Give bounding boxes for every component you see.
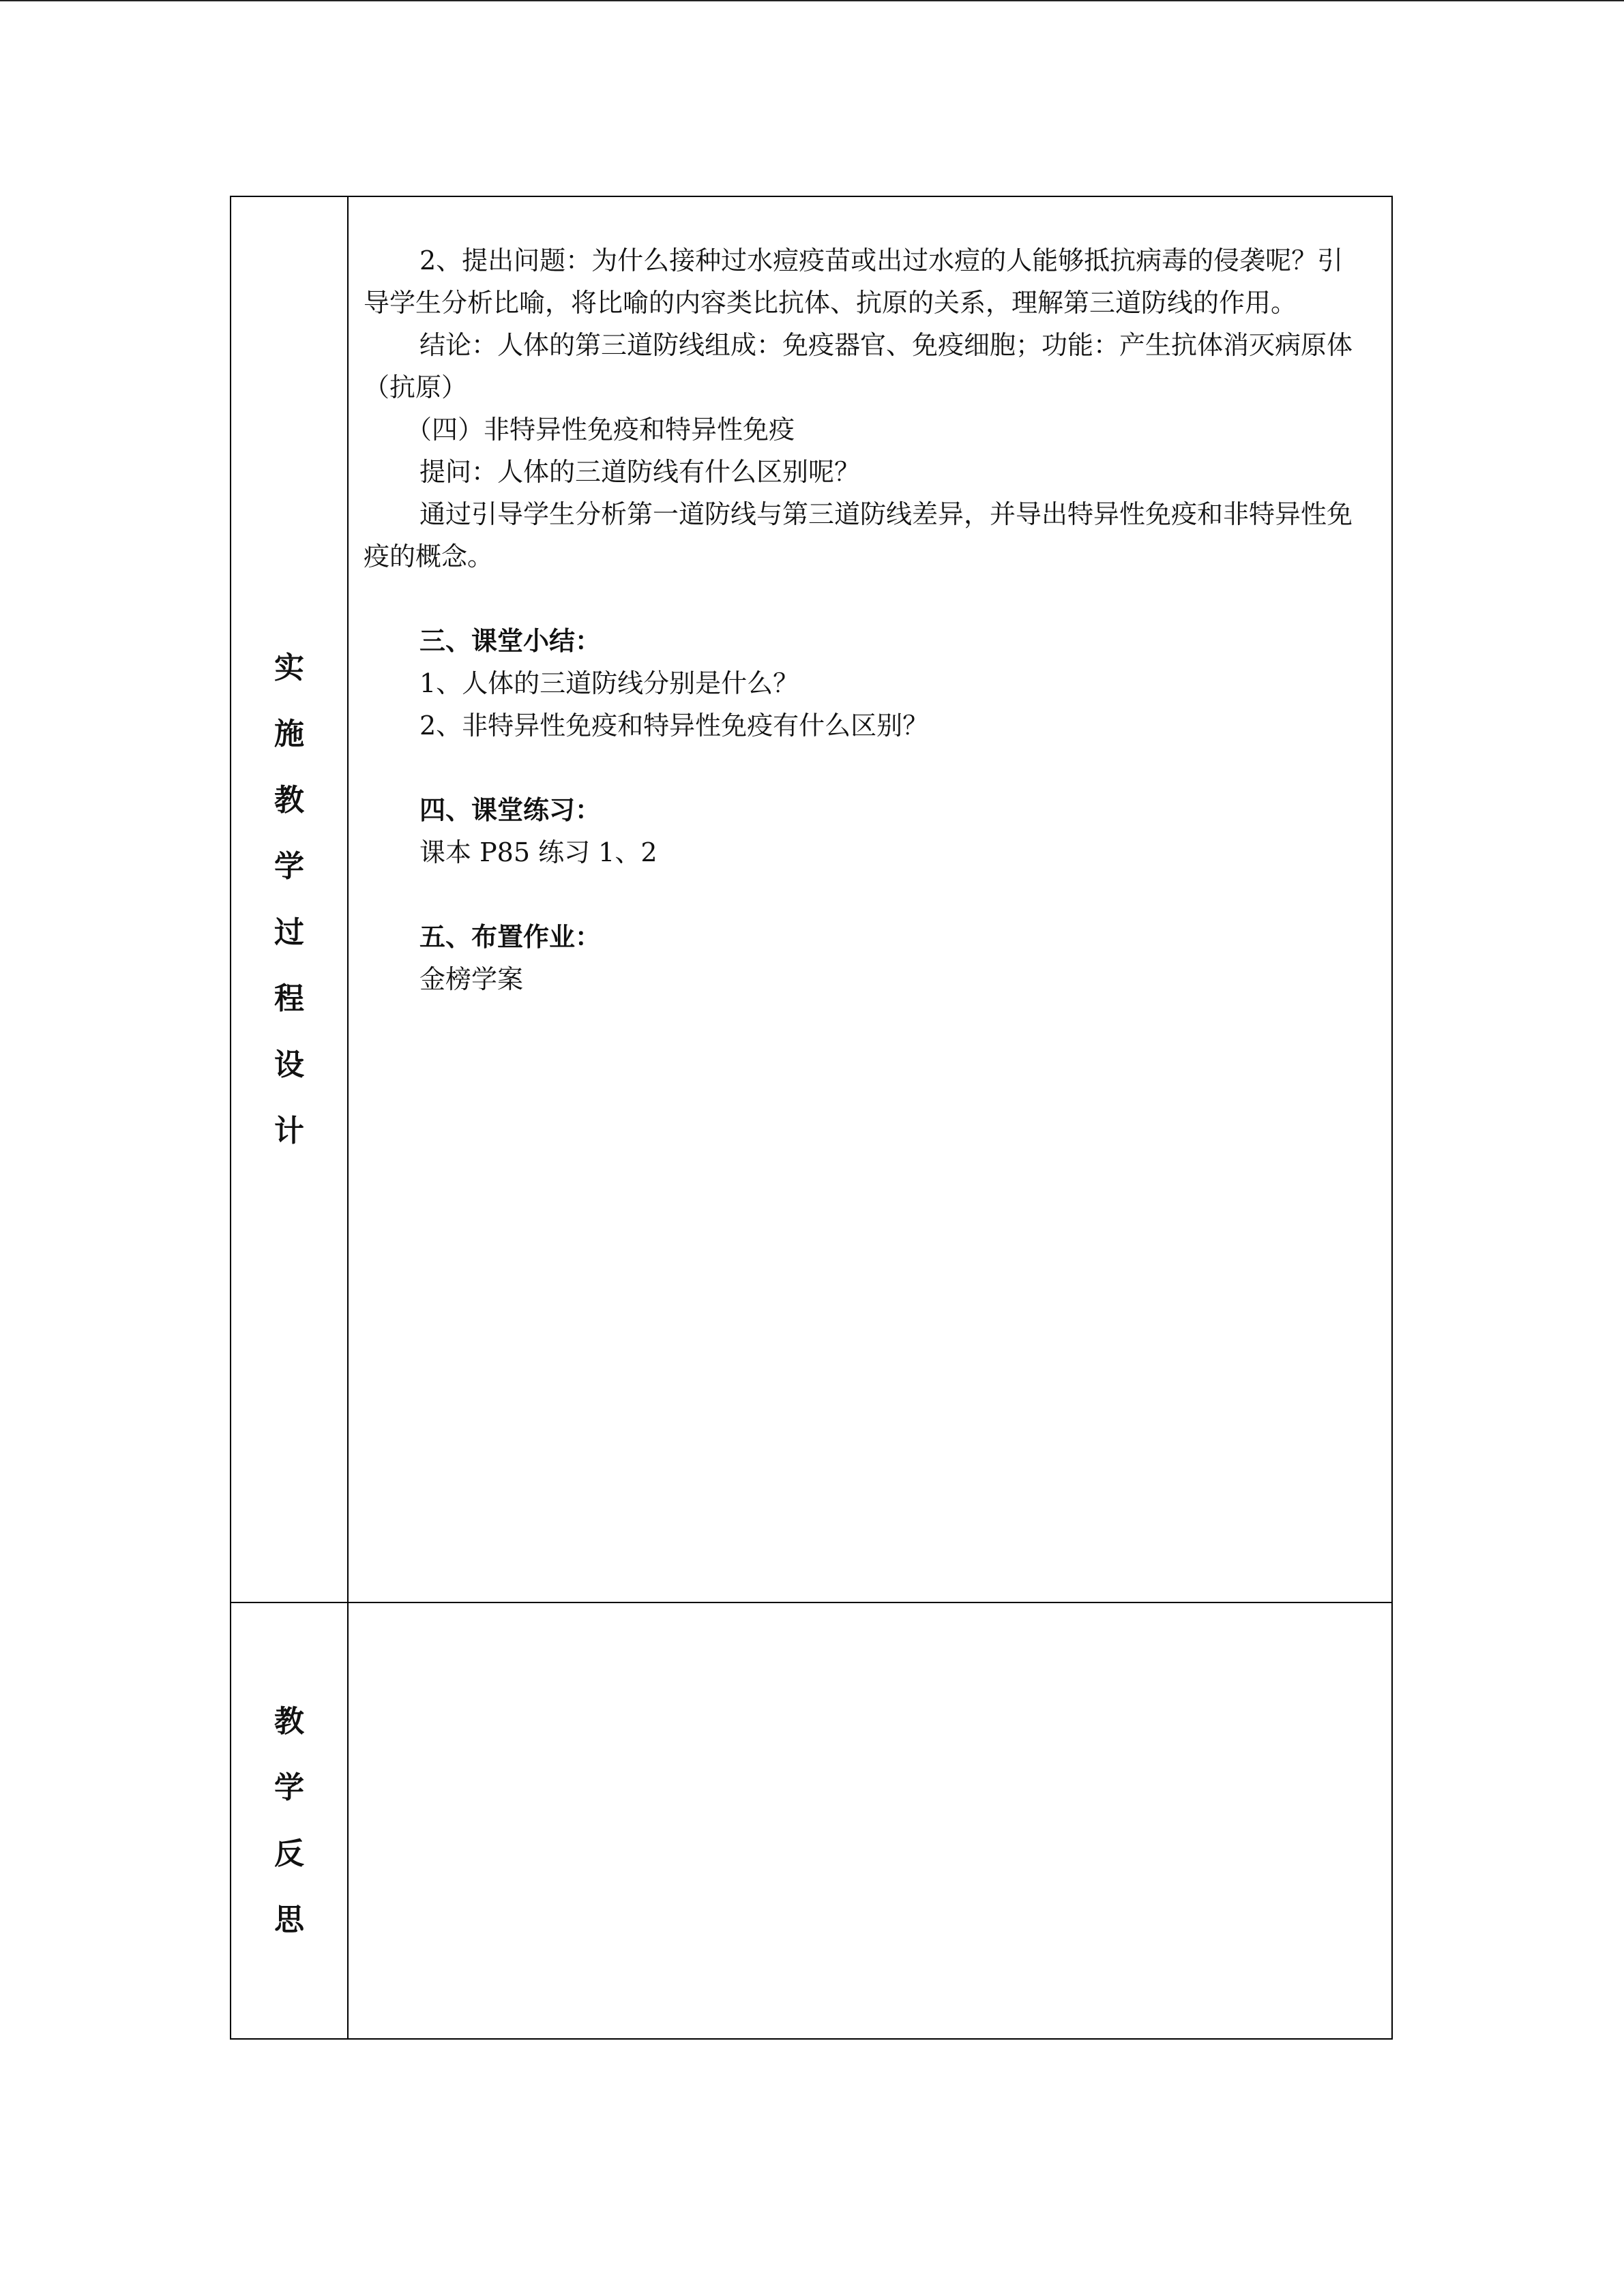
summary-item: 1、人体的三道防线分别是什么？ xyxy=(419,668,799,698)
guidance-paragraph: 通过引导学生分析第一道防线与第三道防线差异，并导出特异性免疫和非特异性免疫的概念。 xyxy=(364,499,1353,571)
teaching-reflection-content-cell xyxy=(348,1602,1392,2039)
homework-item: 金榜学案 xyxy=(419,964,524,994)
label-char: 教 xyxy=(274,1704,304,1739)
practice-item: 课本 P85 练习 1、2 xyxy=(419,837,658,867)
page-top-rule xyxy=(0,0,1624,1)
summary-item: 2、非特异性免疫和特异性免疫有什么区别？ xyxy=(419,711,929,741)
teaching-process-row xyxy=(231,196,1392,1602)
label-char: 实 xyxy=(274,651,304,685)
teaching-reflection-label-cell xyxy=(231,1602,348,2039)
question-line: 提问：人体的三道防线有什么区别呢？ xyxy=(419,457,861,487)
label-char: 思 xyxy=(274,1903,304,1937)
homework-heading: 五、布置作业： xyxy=(419,922,602,952)
conclusion-paragraph: 结论：人体的第三道防线组成：免疫器官、免疫细胞；功能：产生抗体消灭病原体（抗原） xyxy=(364,330,1353,402)
label-char: 学 xyxy=(274,1770,304,1805)
teaching-reflection-row xyxy=(231,1602,1392,2039)
teaching-reflection-label xyxy=(231,1688,347,1953)
label-char: 施 xyxy=(274,717,304,751)
question-paragraph: 2、提出问题：为什么接种过水痘疫苗或出过水痘的人能够抵抗病毒的侵袭呢？引导学生分析比喻，将比喻的内容类比抗体、抗原的关系，理解第三道防线的作用。 xyxy=(364,245,1344,318)
teaching-process-content xyxy=(349,197,1391,1000)
practice-heading: 四、课堂练习： xyxy=(419,795,602,825)
label-char: 设 xyxy=(274,1047,304,1082)
label-char: 教 xyxy=(274,783,304,818)
subsection-heading: （四）非特异性免疫和特异性免疫 xyxy=(406,415,795,445)
teaching-process-label-cell xyxy=(231,196,348,1602)
label-char: 程 xyxy=(274,981,304,1016)
label-char: 过 xyxy=(274,915,304,950)
label-char: 反 xyxy=(274,1836,304,1871)
label-char: 计 xyxy=(274,1114,304,1148)
teaching-process-label xyxy=(231,635,347,1164)
summary-heading: 三、课堂小结： xyxy=(419,626,602,656)
teaching-process-content-cell xyxy=(348,196,1392,1602)
label-char: 学 xyxy=(274,849,304,884)
lesson-plan-table xyxy=(230,196,1393,2040)
